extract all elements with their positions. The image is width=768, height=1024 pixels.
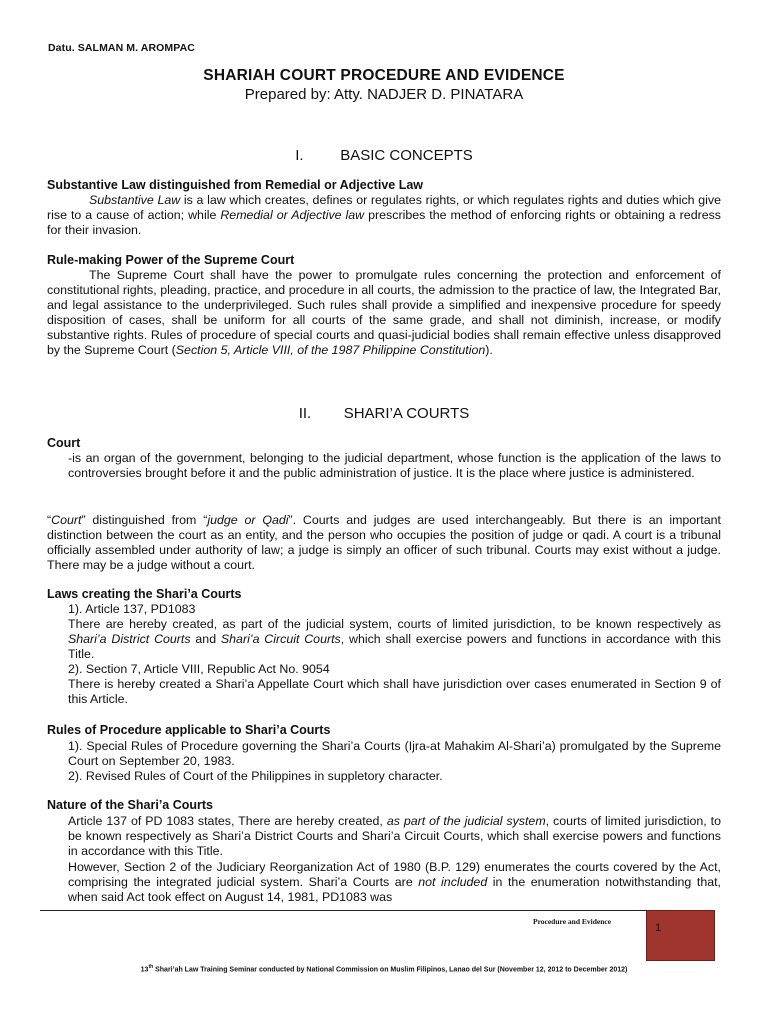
- paragraph-court-definition: -is an organ of the government, belonging to the judicial department, whose function is the application of the laws to controversies brought before it and the public administration of justice. It is the place where justice is administered.: [68, 451, 721, 480]
- section-number: I.: [295, 147, 304, 164]
- text-run: , which shall exercise powers and functions in accordance with this Title.: [68, 632, 721, 661]
- subheading-nature: Nature of the Shari’a Courts: [47, 798, 213, 812]
- author-name: Datu. SALMAN M. AROMPAC: [48, 42, 195, 54]
- paragraph-court-vs-judge: [47, 513, 721, 573]
- text-run: , courts of limited jurisdiction, to be known respectively as Shari’a District Courts and Shari’a Circuit Courts, which shall exercise powers and functions in accordance with this Title.: [68, 814, 721, 858]
- text-run: However, Section 2 of the Judiciary Reorganization Act of 1980 (B.P. 129) enumerates the courts covered by the Act, comprising the integrated judicial system. Shari’a Courts are: [68, 860, 721, 889]
- term-judge-qadi: judge or Qadi: [207, 513, 289, 527]
- text-run: prescribes the method of enforcing rights or obtaining a redress for their invasion.: [47, 208, 721, 237]
- term-substantive-law: Substantive Law: [89, 193, 181, 207]
- section-number: II.: [298, 405, 312, 422]
- paragraph-nature-1: [68, 814, 721, 859]
- text-run: There are hereby created, as part of the judicial system, courts of limited jurisdiction, to be known respectively as: [68, 617, 721, 631]
- list-item-revised-rules: 2). Revised Rules of Court of the Philippines in suppletory character.: [68, 769, 443, 783]
- text-run: ” distinguished from “: [81, 513, 208, 527]
- text-run: The Supreme Court shall have the power to promulgate rules concerning the protection and enforcement of constitutional rights, pleading, practice, and procedure in all courts, the admission to the practice of law, the Integrated Bar, and legal assistance to the underprivileged. Such rules shall provide a simplified and inexpensive procedure for speedy disposition of cases, shall be uniform for all courts of the same grade, and shall not diminish, increase, or modify substantive rights. Rules of procedure of special courts and quasi-judicial bodies shall remain effective unless disapproved by the Supreme Court (: [47, 268, 721, 357]
- subheading-rules-of-procedure: Rules of Procedure applicable to Shari’a Courts: [47, 723, 331, 737]
- text-run: and: [190, 632, 221, 646]
- subheading-court: Court: [47, 436, 81, 450]
- seminar-ordinal: 13: [140, 966, 149, 974]
- term-court: Court: [51, 513, 82, 527]
- section-heading-2: [0, 405, 768, 422]
- paragraph-substantive-law: [47, 193, 721, 238]
- list-item-special-rules: 1). Special Rules of Procedure governing the Shari’a Courts (Ijra-at Mahakim Al-Shari’a) promulgated by the Supreme Court on September 20, 1983.: [68, 739, 721, 768]
- subheading-rule-making: Rule-making Power of the Supreme Court: [47, 253, 295, 267]
- list-item-ra-9054: 2). Section 7, Article VIII, Republic Act No. 9054: [68, 662, 330, 676]
- term-circuit-courts: Shari’a Circuit Courts: [220, 632, 341, 646]
- term-district-courts: Shari’a District Courts: [68, 632, 191, 646]
- document-title: SHARIAH COURT PROCEDURE AND EVIDENCE: [203, 67, 565, 84]
- section-title: SHARI’A COURTS: [343, 405, 470, 422]
- citation-constitution: Section 5, Article VIII, of the 1987 Philippine Constitution: [175, 343, 486, 357]
- paragraph-nature-2: [68, 860, 721, 905]
- footer-label: Procedure and Evidence: [533, 917, 612, 926]
- page-number-box: [646, 910, 715, 961]
- document-subtitle: Prepared by: Atty. NADJER D. PINATARA: [244, 86, 524, 103]
- list-item-article-137: 1). Article 137, PD1083: [68, 602, 196, 616]
- footer-divider: [40, 910, 646, 911]
- subheading-laws-creating: Laws creating the Shari’a Courts: [47, 587, 242, 601]
- text-run: ”. Courts and judges are used interchangeably. But there is an important distinction between the court as an entity, and the person who occupies the position of judge or qadi. A court is a tribunal officially assembled under authority of law; a judge is simply an officer of such tribunal. Courts may exist without a judge. There may be a judge without a court.: [47, 513, 721, 572]
- page-number: 1: [655, 922, 662, 934]
- term-remedial-law: Remedial or Adjective law: [220, 208, 365, 222]
- phrase-not-included: not included: [418, 875, 488, 889]
- text-run: in the enumeration notwithstanding that, when said Act took effect on August 14, 1981, PD1083 was: [68, 875, 721, 904]
- seminar-footer: [0, 964, 768, 973]
- text-run: ).: [485, 343, 493, 357]
- section-heading-1: [0, 147, 768, 164]
- phrase-judicial-system: as part of the judicial system: [386, 814, 546, 828]
- text-run: is a law which creates, defines or regulates rights, or which regulates rights and duties which give rise to a cause of action; while: [47, 193, 722, 222]
- paragraph-rule-making: [47, 268, 721, 358]
- seminar-ordinal-suffix: th: [148, 964, 154, 970]
- text-run: Article 137 of PD 1083 states, There are hereby created,: [68, 814, 387, 828]
- paragraph-ra-9054: There is hereby created a Shari’a Appellate Court which shall have jurisdiction over cases enumerated in Section 9 of this Article.: [68, 677, 721, 706]
- seminar-text: Shari’ah Law Training Seminar conducted by National Commission on Muslim Filipinos, Lanao del Sur (November 12, 2012 to December 2012): [153, 966, 628, 974]
- text-run: “: [47, 513, 52, 527]
- paragraph-article-137: [68, 617, 721, 662]
- subheading-substantive-law: Substantive Law distinguished from Remedial or Adjective Law: [47, 178, 424, 192]
- section-title: BASIC CONCEPTS: [340, 147, 473, 164]
